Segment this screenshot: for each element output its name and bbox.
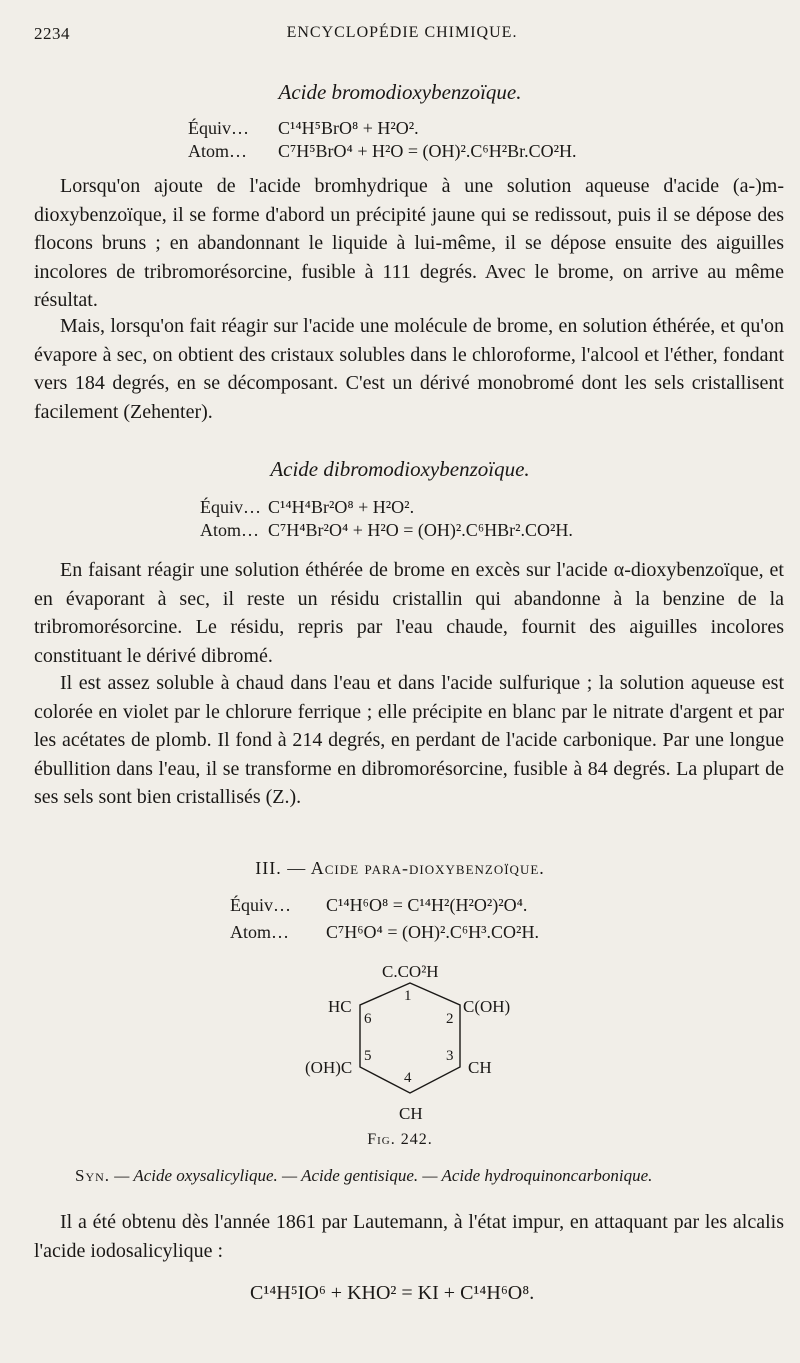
atom-formula-bromo <box>188 141 577 162</box>
equiv-label: Équiv… <box>230 895 291 915</box>
atom-label: Atom… <box>200 520 260 540</box>
substituent-right-lower: CH <box>468 1058 492 1077</box>
equiv-formula: C¹⁴H⁵BrO⁸ + H²O². <box>278 118 419 138</box>
equiv-label: Équiv… <box>188 118 249 138</box>
position-1: 1 <box>404 988 412 1004</box>
equiv-label: Équiv… <box>200 497 261 517</box>
equiv-formula: C¹⁴H⁴Br²O⁸ + H²O². <box>268 497 415 517</box>
position-4: 4 <box>404 1070 412 1086</box>
paragraph-bromo-2: Mais, lorsqu'on fait réagir sur l'acide une molécule de brome, en solution éthérée, et qu'on évapore à sec, on obtient des cristaux solubles dans le chloroforme, l'alcool et l'éther, fondant vers 184 degrés, en se décomposant. C'est un dérivé monobromé dont les sels cristallisent facilement (Zehenter). <box>34 315 784 423</box>
position-2: 2 <box>446 1011 454 1027</box>
section-heading-para: III. — Acide para-dioxybenzoïque. <box>255 858 545 878</box>
synonyms-text: — Acide oxysalicylique. — Acide gentisique. — Acide hydroquinoncarbonique. <box>110 1166 653 1185</box>
benzene-ring-diagram <box>300 955 530 1130</box>
substituent-bottom: CH <box>399 1104 423 1123</box>
position-6: 6 <box>364 1011 372 1027</box>
equiv-formula-bromo <box>188 118 419 139</box>
synonyms-label: Syn. <box>75 1166 111 1185</box>
paragraph-dibromo-1: En faisant réagir une solution éthérée de brome en excès sur l'acide α-dioxybenzoïque, et en évaporant à sec, il reste un résidu cristallin qui abandonne à la benzine de la tribromorésorcine. Le résidu, repris par l'eau chaude, fournit des aiguilles incolores constituant le dérivé dibromé. <box>34 559 784 667</box>
position-3: 3 <box>446 1048 454 1064</box>
atom-label: Atom… <box>230 922 290 942</box>
final-equation: C¹⁴H⁵IO⁶ + KHO² = KI + C¹⁴H⁶O⁸. <box>250 1282 535 1304</box>
paragraph-bromo-1: Lorsqu'on ajoute de l'acide bromhydrique à une solution aqueuse d'acide (a-)m-dioxybenzoïque, il se forme d'abord un précipité jaune qui se redissout, puis il se dépose des flocons bruns ; en abandonnant le liquide à lui-même, il se dépose ensuite des aiguilles incolores de tribromorésorcine, fusible à 111 degrés. Avec le brome, on arrive au même résultat. <box>34 175 784 311</box>
page-header <box>34 24 770 54</box>
equiv-formula-para <box>230 895 527 916</box>
atom-label: Atom… <box>188 141 248 161</box>
page-number: 2234 <box>34 24 70 43</box>
position-5: 5 <box>364 1048 372 1064</box>
substituent-top: C.CO²H <box>382 962 439 981</box>
section-title-dibromo: Acide dibromodioxybenzoïque. <box>270 457 530 481</box>
substituent-right-upper: C(OH) <box>463 997 511 1016</box>
substituent-left-lower: (OH)C <box>305 1058 353 1077</box>
paragraph-para-1: Il a été obtenu dès l'année 1861 par Lautemann, à l'état impur, en attaquant par les alcalis l'acide iodosalicylique : <box>34 1211 784 1262</box>
atom-formula: C⁷H⁴Br²O⁴ + H²O = (OH)².C⁶HBr².CO²H. <box>268 520 573 540</box>
figure-caption: Fig. 242. <box>367 1131 433 1148</box>
equiv-formula: C¹⁴H⁶O⁸ = C¹⁴H²(H²O²)²O⁴. <box>326 895 528 915</box>
atom-formula-para <box>230 922 539 943</box>
synonyms-line <box>75 1166 775 1186</box>
atom-formula: C⁷H⁶O⁴ = (OH)².C⁶H³.CO²H. <box>326 922 539 942</box>
section-title-bromo: Acide bromodioxybenzoïque. <box>278 80 522 104</box>
atom-formula-dibromo <box>200 520 573 541</box>
running-title: ENCYCLOPÉDIE CHIMIQUE. <box>286 24 518 41</box>
paragraph-dibromo-2: Il est assez soluble à chaud dans l'eau et dans l'acide sulfurique ; la solution aqueuse est colorée en violet par le chlorure ferrique ; elle précipite en blanc par le nitrate d'argent et par les acétates de plomb. Il fond à 214 degrés, en perdant de l'acide carbonique. Par une longue ébullition dans l'eau, il se transforme en dibromorésorcine, fusible à 84 degrés. La plupart de ses sels sont bien cristallisés (Z.). <box>34 672 784 808</box>
substituent-left-upper: HC <box>328 997 352 1016</box>
atom-formula: C⁷H⁵BrO⁴ + H²O = (OH)².C⁶H²Br.CO²H. <box>278 141 577 161</box>
equiv-formula-dibromo <box>200 497 414 518</box>
